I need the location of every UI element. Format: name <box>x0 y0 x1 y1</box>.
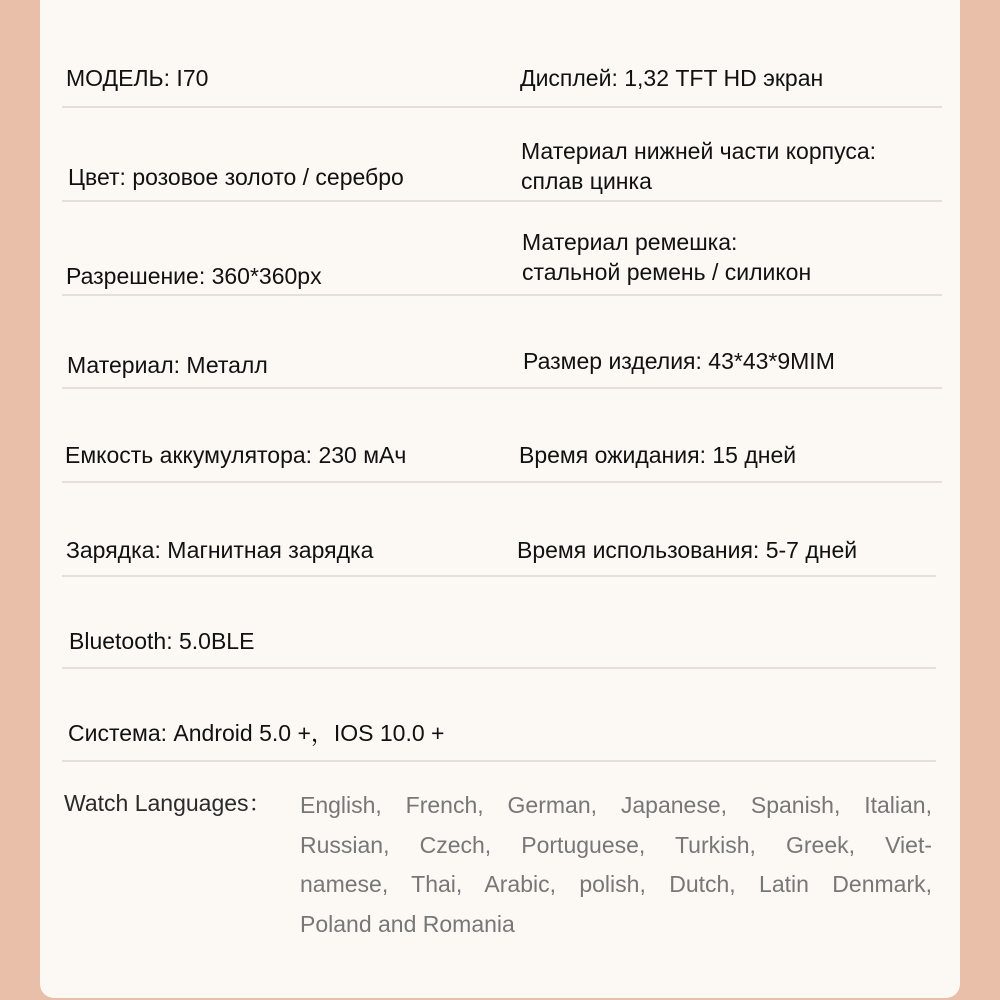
divider <box>62 760 936 762</box>
divider <box>62 387 942 389</box>
spec-model: МОДЕЛЬ: I70 <box>66 65 209 91</box>
divider <box>62 481 942 483</box>
spec-battery: Емкость аккумулятора: 230 мАч <box>65 442 407 468</box>
languages-line: Russian, Czech, Portuguese, Turkish, Greek, Viet- <box>300 831 932 858</box>
divider <box>62 106 942 108</box>
spec-charging: Зарядка: Магнитная зарядка <box>66 537 374 563</box>
watch-languages-list <box>300 786 932 944</box>
spec-material: Материал: Металл <box>67 352 268 378</box>
spec-display: Дисплей: 1,32 TFT HD экран <box>520 65 824 91</box>
spec-size: Размер изделия: 43*43*9MIM <box>523 348 835 374</box>
languages-line: Poland and Romania <box>300 910 515 937</box>
spec-bluetooth: Bluetooth: 5.0BLE <box>69 628 255 654</box>
divider <box>62 667 936 669</box>
spec-resolution: Разрешение: 360*360px <box>66 263 322 289</box>
spec-color: Цвет: розовое золото / серебро <box>68 164 404 190</box>
divider <box>62 200 942 202</box>
spec-standby: Время ожидания: 15 дней <box>519 442 797 468</box>
watch-languages-label: Watch Languages： <box>64 790 272 816</box>
divider <box>62 294 942 296</box>
divider <box>62 575 936 577</box>
spec-usage: Время использования: 5-7 дней <box>517 537 858 563</box>
spec-bottom-case-line1: Материал нижней части корпуса: <box>521 138 877 164</box>
languages-line: English, French, German, Japanese, Spanish, Italian, <box>300 792 932 818</box>
spec-strap-line2: стальной ремень / силикон <box>522 259 812 285</box>
languages-line: namese, Thai, Arabic, polish, Dutch, Latin Denmark, <box>300 871 932 897</box>
spec-bottom-case-line2: сплав цинка <box>521 168 652 194</box>
spec-system: Система: Android 5.0 +，IOS 10.0 + <box>68 720 445 746</box>
spec-strap-line1: Материал ремешка: <box>522 229 738 255</box>
